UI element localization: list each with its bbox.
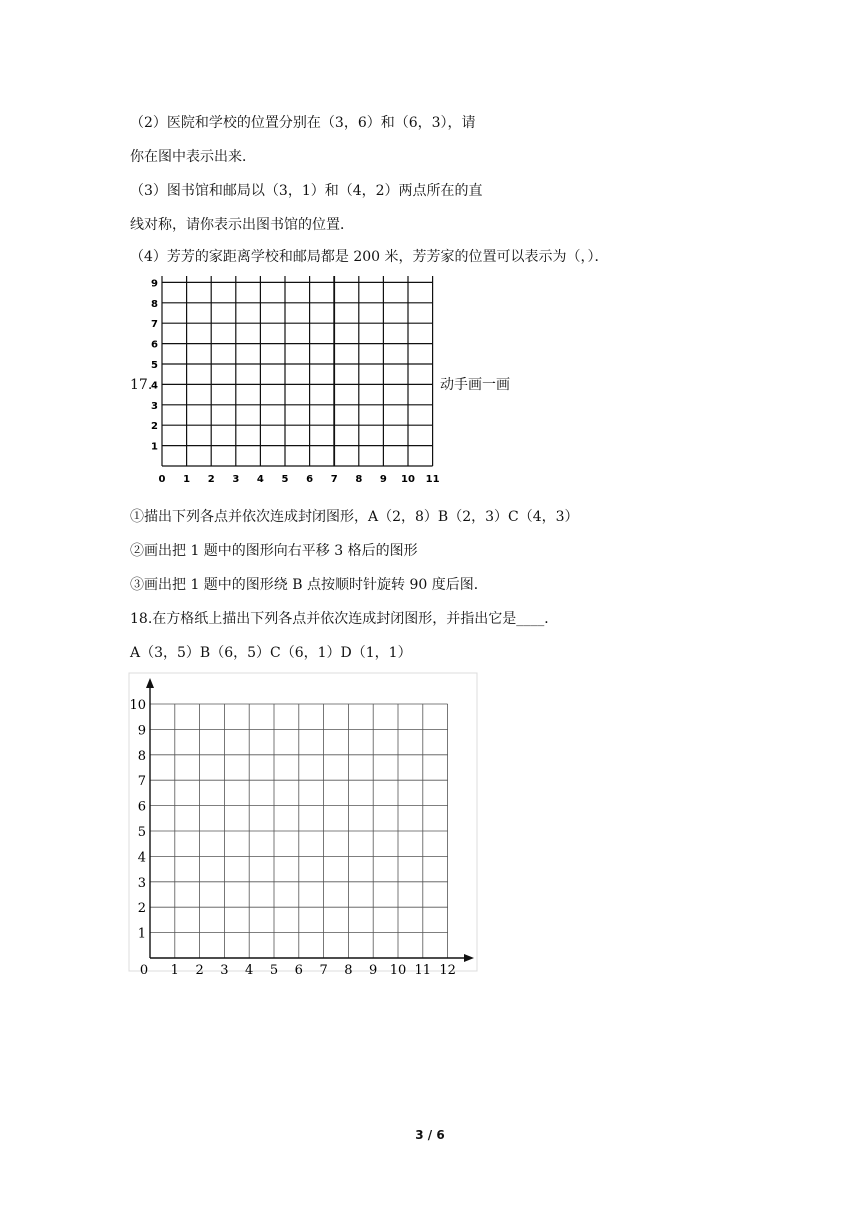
y-tick-label: 9 [137, 723, 146, 739]
x-tick-label: 12 [439, 963, 456, 978]
y-tick-label: 7 [137, 774, 146, 790]
x-tick-label: 5 [269, 963, 279, 978]
q17-item3: ③画出把 1 题中的图形绕 B 点按顺时针旋转 90 度后图． [130, 577, 488, 593]
x-axis-arrow-icon [464, 954, 474, 962]
y-tick-label: 2 [151, 421, 158, 433]
x-tick-label: 8 [344, 963, 353, 978]
y-tick-label: 5 [151, 360, 158, 371]
x-tick-label: 0 [158, 474, 166, 485]
q18-question-end: ． [544, 611, 559, 627]
x-tick-label: 11 [425, 474, 440, 485]
q16-part3-line1: （3）图书馆和邮局以（3，1）和（4，2）两点所在的直 [130, 183, 483, 199]
x-tick-label: 2 [195, 963, 204, 978]
answer-blank[interactable]: ____ [516, 611, 545, 627]
x-tick-label: 3 [220, 963, 229, 978]
q17-item1: ①描出下列各点并依次连成封闭图形，A（2，8）B（2，3）C（4，3） [130, 509, 579, 525]
y-tick-label: 9 [151, 278, 158, 290]
x-tick-label: 1 [170, 963, 179, 978]
y-tick-label: 8 [151, 298, 158, 310]
y-tick-label: 3 [151, 400, 158, 412]
y-tick-label: 7 [151, 319, 158, 331]
y-tick-label: 8 [137, 748, 146, 764]
y-tick-label: 6 [137, 799, 146, 815]
x-tick-label: 9 [379, 474, 387, 485]
x-tick-label: 8 [355, 474, 363, 485]
x-tick-label: 10 [401, 474, 415, 485]
q18-question-text: 18.在方格纸上描出下列各点并依次连成封闭图形，并指出它是 [130, 611, 517, 627]
y-tick-label: 3 [137, 875, 146, 891]
page-number: 3 / 6 [415, 1128, 445, 1142]
x-tick-label: 3 [232, 474, 240, 485]
q16-part2-line2: 你在图中表示出来． [130, 149, 256, 165]
y-tick-label: 6 [151, 339, 158, 351]
y-axis-arrow-icon [146, 678, 154, 688]
q18-points: A（3，5）B（6，5）C（6，1）D（1，1） [130, 645, 412, 661]
x-tick-label: 4 [245, 963, 254, 978]
x-tick-label: 5 [281, 474, 289, 485]
x-tick-label: 0 [139, 963, 149, 978]
x-tick-label: 1 [183, 474, 191, 485]
q16-part2-line1: （2）医院和学校的位置分别在（3，6）和（6，3），请 [130, 115, 476, 131]
y-tick-label: 4 [137, 850, 146, 866]
q17-number: 17. [130, 377, 153, 393]
q16-part4-line: （4）芳芳的家距离学校和邮局都是 200 米，芳芳家的位置可以表示为（，）． [130, 249, 609, 265]
q17-item2: ②画出把 1 题中的图形向右平移 3 格后的图形 [130, 543, 418, 559]
q18-coordinate-grid [128, 672, 480, 980]
y-tick-label: 10 [129, 698, 146, 713]
y-tick-label: 4 [151, 380, 158, 392]
q18-question [130, 610, 558, 628]
x-tick-label: 10 [389, 963, 407, 978]
q17-coordinate-grid [140, 276, 450, 500]
x-tick-label: 7 [330, 474, 338, 485]
x-tick-label: 9 [369, 963, 378, 978]
y-tick-label: 2 [137, 901, 146, 917]
y-tick-label: 1 [151, 441, 158, 453]
x-tick-label: 2 [207, 474, 215, 485]
y-tick-label: 1 [137, 926, 146, 942]
x-tick-label: 6 [294, 963, 303, 978]
q16-part3-line2: 线对称，请你表示出图书馆的位置． [130, 217, 354, 233]
q17-side-text: 动手画一画 [440, 377, 510, 393]
x-tick-label: 7 [319, 963, 328, 978]
x-tick-label: 6 [306, 474, 314, 485]
x-tick-label: 4 [256, 474, 264, 485]
grid-frame [129, 673, 477, 971]
x-tick-label: 11 [414, 963, 432, 978]
y-tick-label: 5 [137, 825, 146, 840]
